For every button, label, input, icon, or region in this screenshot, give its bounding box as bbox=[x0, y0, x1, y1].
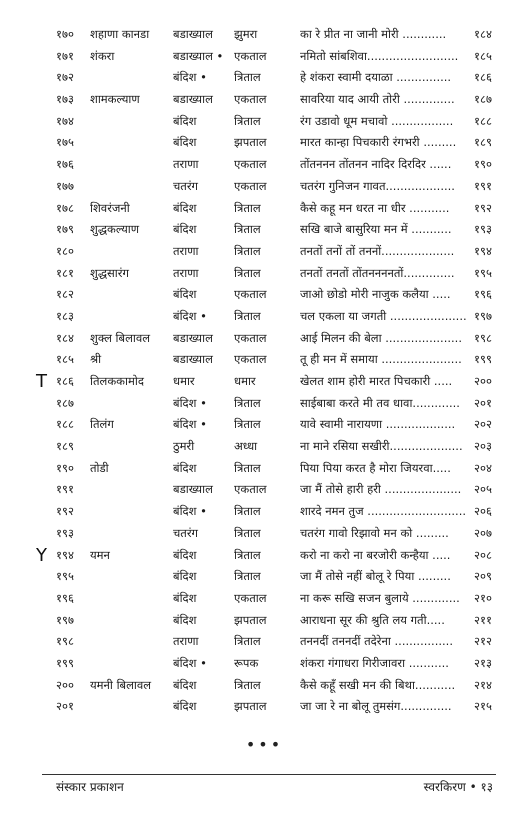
taal-name: झुमरा bbox=[234, 27, 258, 41]
song-index-table bbox=[0, 24, 529, 718]
taal-name: एकताल bbox=[234, 482, 267, 497]
table-row bbox=[0, 241, 529, 263]
raag-name: शिवरंजनी bbox=[90, 200, 130, 215]
entry-number: १७५ bbox=[56, 135, 74, 150]
taal-name: त्रिताल bbox=[234, 265, 261, 280]
entry-number: १७२ bbox=[56, 70, 74, 85]
table-row bbox=[0, 458, 529, 480]
page-number: २०४ bbox=[474, 460, 492, 475]
taal-name: एकताल bbox=[234, 157, 267, 172]
raag-name: शुक्ल बिलावल bbox=[90, 330, 151, 345]
song-title: यावे स्वामी नारायणा ................... bbox=[300, 417, 456, 432]
composition-form: बडाख्याल bbox=[173, 352, 213, 367]
song-title: जा जा रे ना बोलू तुमसंग.............. bbox=[300, 699, 452, 714]
taal-name: एकताल bbox=[234, 178, 267, 193]
song-title: मारत कान्हा पिचकारी रंगभरी ......... bbox=[300, 135, 457, 150]
song-title: सावरिया याद आयी तोरी .............. bbox=[300, 92, 455, 107]
entry-number: १७३ bbox=[56, 92, 74, 107]
song-title: तोंतननन तोंतनन नादिर दिरदिर ...... bbox=[300, 157, 452, 172]
song-title: शारदे नमन तुज ........................... bbox=[300, 504, 467, 519]
entry-number: १७४ bbox=[56, 113, 74, 128]
table-row bbox=[0, 219, 529, 241]
page-number: २११ bbox=[474, 612, 492, 627]
composition-form: बंदिश • bbox=[173, 308, 207, 323]
composition-form: तराणा bbox=[173, 157, 199, 172]
song-title: रंग उडावो धूम मचावो ................. bbox=[300, 113, 454, 128]
composition-form: धमार bbox=[173, 374, 195, 388]
page-number: २०२ bbox=[474, 417, 492, 432]
entry-number: १९२ bbox=[56, 504, 74, 519]
taal-name: त्रिताल bbox=[234, 70, 261, 85]
composition-form: बंदिश bbox=[173, 135, 197, 150]
table-row bbox=[0, 414, 529, 436]
song-title: हे शंकरा स्वामी दयाळा ............... bbox=[300, 70, 452, 85]
table-row bbox=[0, 393, 529, 415]
song-title: तनतों तनों तों तननों.................... bbox=[300, 243, 455, 258]
entry-number: १८० bbox=[56, 243, 74, 258]
entry-number: २०० bbox=[56, 677, 74, 692]
taal-name: एकताल bbox=[234, 48, 267, 63]
table-row bbox=[0, 588, 529, 610]
song-title: जा मैं तोसे नहीं बोलू रे पिया ......... bbox=[300, 569, 451, 584]
continuation-dots: ••• bbox=[245, 735, 284, 754]
composition-form: बडाख्याल bbox=[173, 330, 213, 345]
composition-form: बडाख्याल bbox=[173, 92, 213, 107]
page-number: २०३ bbox=[474, 439, 492, 454]
page-number: २१५ bbox=[474, 699, 492, 714]
table-row bbox=[0, 24, 529, 46]
composition-form: तराणा bbox=[173, 265, 199, 280]
taal-name: त्रिताल bbox=[234, 634, 261, 649]
composition-form: बंदिश bbox=[173, 590, 197, 605]
raag-name: शुद्धकल्याण bbox=[90, 222, 140, 237]
song-title: आई मिलन की बेला ..................... bbox=[300, 330, 462, 345]
composition-form: बडाख्याल bbox=[173, 27, 213, 41]
song-title: जा मैं तोसे हारी हरी ..................... bbox=[300, 482, 462, 497]
composition-form: बंदिश • bbox=[173, 504, 207, 519]
composition-form: बंदिश bbox=[173, 222, 197, 237]
composition-form: बंदिश • bbox=[173, 395, 207, 410]
table-row bbox=[0, 479, 529, 501]
composition-form: तराणा bbox=[173, 243, 199, 258]
entry-number: १८३ bbox=[56, 308, 74, 323]
taal-name: धमार bbox=[234, 374, 256, 388]
raag-name: तिलककामोद bbox=[90, 374, 144, 388]
margin-marker: T bbox=[36, 371, 47, 392]
song-title: तू ही मन में समाया ...................... bbox=[300, 352, 462, 367]
raag-name: शहाणा कानडा bbox=[90, 27, 150, 41]
taal-name: झपताल bbox=[234, 135, 267, 150]
entry-number: १८१ bbox=[56, 265, 74, 280]
entry-number: १९५ bbox=[56, 569, 74, 584]
table-row bbox=[0, 132, 529, 154]
taal-name: एकताल bbox=[234, 352, 267, 367]
song-title: तनतों तनतों तोंतननननतों.............. bbox=[300, 265, 455, 280]
table-row bbox=[0, 284, 529, 306]
page-number: २१४ bbox=[474, 677, 492, 692]
composition-form: बडाख्याल • bbox=[173, 48, 224, 63]
raag-name: श्री bbox=[90, 352, 102, 367]
song-title: पिया पिया करत है मोरा जियरवा..... bbox=[300, 460, 451, 475]
page-number: १८४ bbox=[474, 27, 492, 41]
entry-number: १९४ bbox=[56, 547, 74, 562]
table-row bbox=[0, 89, 529, 111]
song-title: आराधना सूर की श्रुति लय गती..... bbox=[300, 612, 445, 627]
song-title: नमितो सांबशिवा......................... bbox=[300, 48, 459, 63]
song-title: करो ना करो ना बरजोरी कन्हैया ..... bbox=[300, 547, 451, 562]
page-number: १९१ bbox=[474, 178, 492, 193]
composition-form: बंदिश • bbox=[173, 417, 207, 432]
table-row bbox=[0, 696, 529, 718]
entry-number: २०१ bbox=[56, 699, 74, 714]
song-title: खेलत शाम होरी मारत पिचकारी ..... bbox=[300, 374, 453, 388]
taal-name: त्रिताल bbox=[234, 504, 261, 519]
raag-name: शुद्धसारंग bbox=[90, 265, 129, 280]
song-title: तननदीं तननदीं तदेरेना ................ bbox=[300, 634, 453, 649]
table-row bbox=[0, 610, 529, 632]
taal-name: त्रिताल bbox=[234, 113, 261, 128]
composition-form: चतरंग bbox=[173, 525, 199, 540]
page-number: २१२ bbox=[474, 634, 492, 649]
song-title: कैसे कहू मन धरत ना धीर ........... bbox=[300, 200, 450, 215]
taal-name: एकताल bbox=[234, 287, 267, 302]
taal-name: झपताल bbox=[234, 699, 267, 714]
entry-number: १८६ bbox=[56, 374, 74, 388]
raag-name: तिलंग bbox=[90, 417, 114, 432]
song-title: साईबाबा करते मी तव धावा............. bbox=[300, 395, 460, 410]
footer-divider bbox=[42, 774, 496, 775]
entry-number: १७६ bbox=[56, 157, 74, 172]
table-row bbox=[0, 436, 529, 458]
song-title: का रे प्रीत ना जानी मोरी ............ bbox=[300, 27, 447, 41]
composition-form: बंदिश bbox=[173, 113, 197, 128]
raag-name: यमनी बिलावल bbox=[90, 677, 152, 692]
page-number: २०६ bbox=[474, 504, 492, 519]
margin-marker: Y bbox=[36, 544, 47, 566]
composition-form: बंदिश bbox=[173, 699, 197, 714]
taal-name: रूपक bbox=[234, 655, 259, 670]
entry-number: १८५ bbox=[56, 352, 74, 367]
page-number: १९२ bbox=[474, 200, 492, 215]
table-row bbox=[0, 198, 529, 220]
taal-name: त्रिताल bbox=[234, 200, 261, 215]
composition-form: चतरंग bbox=[173, 178, 199, 193]
entry-number: १८९ bbox=[56, 439, 74, 454]
song-title: ना करू सखि सजन बुलाये ............. bbox=[300, 590, 460, 605]
taal-name: त्रिताल bbox=[234, 677, 261, 692]
entry-number: १८४ bbox=[56, 330, 74, 345]
table-row bbox=[0, 176, 529, 198]
entry-number: १९८ bbox=[56, 634, 74, 649]
taal-name: त्रिताल bbox=[234, 308, 261, 323]
taal-name: त्रिताल bbox=[234, 569, 261, 584]
page-number: २०५ bbox=[474, 482, 492, 497]
raag-name: यमन bbox=[90, 547, 110, 562]
footer-book-page: स्वरकिरण • १३ bbox=[423, 780, 493, 794]
table-row bbox=[0, 371, 529, 393]
taal-name: त्रिताल bbox=[234, 525, 261, 540]
entry-number: १९७ bbox=[56, 612, 74, 627]
entry-number: १९० bbox=[56, 460, 74, 475]
song-title: चतरंग गावो रिझावो मन को ......... bbox=[300, 525, 449, 540]
page-number: २०० bbox=[474, 374, 492, 388]
taal-name: त्रिताल bbox=[234, 395, 261, 410]
raag-name: शामकल्याण bbox=[90, 92, 140, 107]
page-number: १९४ bbox=[474, 243, 492, 258]
page-number: २०१ bbox=[474, 395, 492, 410]
taal-name: त्रिताल bbox=[234, 417, 261, 432]
entry-number: १७१ bbox=[56, 48, 74, 63]
table-row bbox=[0, 501, 529, 523]
table-row bbox=[0, 263, 529, 285]
page-number: २०९ bbox=[474, 569, 492, 584]
page-number: १९८ bbox=[474, 330, 492, 345]
page-number: १८५ bbox=[474, 48, 492, 63]
page-number: १९६ bbox=[474, 287, 492, 302]
song-title: ना माने रसिया सखीरी.................... bbox=[300, 439, 463, 454]
page-number: २१३ bbox=[474, 655, 492, 670]
entry-number: १७९ bbox=[56, 222, 74, 237]
raag-name: तोडी bbox=[90, 460, 109, 475]
entry-number: १७८ bbox=[56, 200, 74, 215]
table-row bbox=[0, 675, 529, 697]
song-title: चतरंग गुनिजन गावत................... bbox=[300, 178, 455, 193]
entry-number: १९९ bbox=[56, 655, 74, 670]
page-number: २१० bbox=[474, 590, 492, 605]
entry-number: १७० bbox=[56, 27, 74, 41]
entry-number: १९६ bbox=[56, 590, 74, 605]
table-row bbox=[0, 46, 529, 68]
table-row bbox=[0, 349, 529, 371]
taal-name: झपताल bbox=[234, 612, 267, 627]
taal-name: त्रिताल bbox=[234, 243, 261, 258]
entry-number: १७७ bbox=[56, 178, 74, 193]
table-row bbox=[0, 523, 529, 545]
taal-name: एकताल bbox=[234, 590, 267, 605]
song-title: चल एकला या जगती ..................... bbox=[300, 308, 467, 323]
page-number: २०७ bbox=[474, 525, 492, 540]
composition-form: बंदिश bbox=[173, 460, 197, 475]
page-number: १९० bbox=[474, 157, 492, 172]
composition-form: बंदिश • bbox=[173, 70, 207, 85]
table-row bbox=[0, 328, 529, 350]
page-number: १८८ bbox=[474, 113, 492, 128]
table-row bbox=[0, 653, 529, 675]
table-row bbox=[0, 566, 529, 588]
entry-number: १९१ bbox=[56, 482, 74, 497]
entry-number: १८८ bbox=[56, 417, 74, 432]
page-number: १९९ bbox=[474, 352, 492, 367]
composition-form: तराणा bbox=[173, 634, 199, 649]
page-number: १९३ bbox=[474, 222, 492, 237]
taal-name: एकताल bbox=[234, 92, 267, 107]
taal-name: त्रिताल bbox=[234, 547, 261, 562]
composition-form: बंदिश bbox=[173, 547, 197, 562]
composition-form: बंदिश bbox=[173, 677, 197, 692]
page-number: १८६ bbox=[474, 70, 492, 85]
raag-name: शंकरा bbox=[90, 48, 115, 63]
song-title: शंकरा गंगाधरा गिरीजावरा ........... bbox=[300, 655, 449, 670]
taal-name: अध्धा bbox=[234, 439, 258, 454]
taal-name: त्रिताल bbox=[234, 222, 261, 237]
taal-name: एकताल bbox=[234, 330, 267, 345]
composition-form: बंदिश bbox=[173, 612, 197, 627]
entry-number: १८२ bbox=[56, 287, 74, 302]
page-number: १९७ bbox=[474, 308, 492, 323]
table-row bbox=[0, 631, 529, 653]
entry-number: १८७ bbox=[56, 395, 74, 410]
song-title: जाओ छोडो मोरी नाजुक कलैया ..... bbox=[300, 287, 451, 302]
page-number: १८७ bbox=[474, 92, 492, 107]
page-number: १८९ bbox=[474, 135, 492, 150]
footer-publisher: संस्कार प्रकाशन bbox=[56, 780, 124, 794]
table-row bbox=[0, 154, 529, 176]
table-row bbox=[0, 306, 529, 328]
composition-form: ठुमरी bbox=[173, 439, 195, 454]
song-title: कैसे कहूँ सखी मन की बिथा........... bbox=[300, 677, 456, 692]
taal-name: त्रिताल bbox=[234, 460, 261, 475]
composition-form: बंदिश • bbox=[173, 655, 207, 670]
composition-form: बंदिश bbox=[173, 569, 197, 584]
song-title: सखि बाजे बासुरिया मन में ........... bbox=[300, 222, 452, 237]
table-row bbox=[0, 67, 529, 89]
page-number: २०८ bbox=[474, 547, 492, 562]
page-number: १९५ bbox=[474, 265, 492, 280]
composition-form: बडाख्याल bbox=[173, 482, 213, 497]
table-row bbox=[0, 111, 529, 133]
composition-form: बंदिश bbox=[173, 287, 197, 302]
table-row bbox=[0, 545, 529, 567]
entry-number: १९३ bbox=[56, 525, 74, 540]
composition-form: बंदिश bbox=[173, 200, 197, 215]
